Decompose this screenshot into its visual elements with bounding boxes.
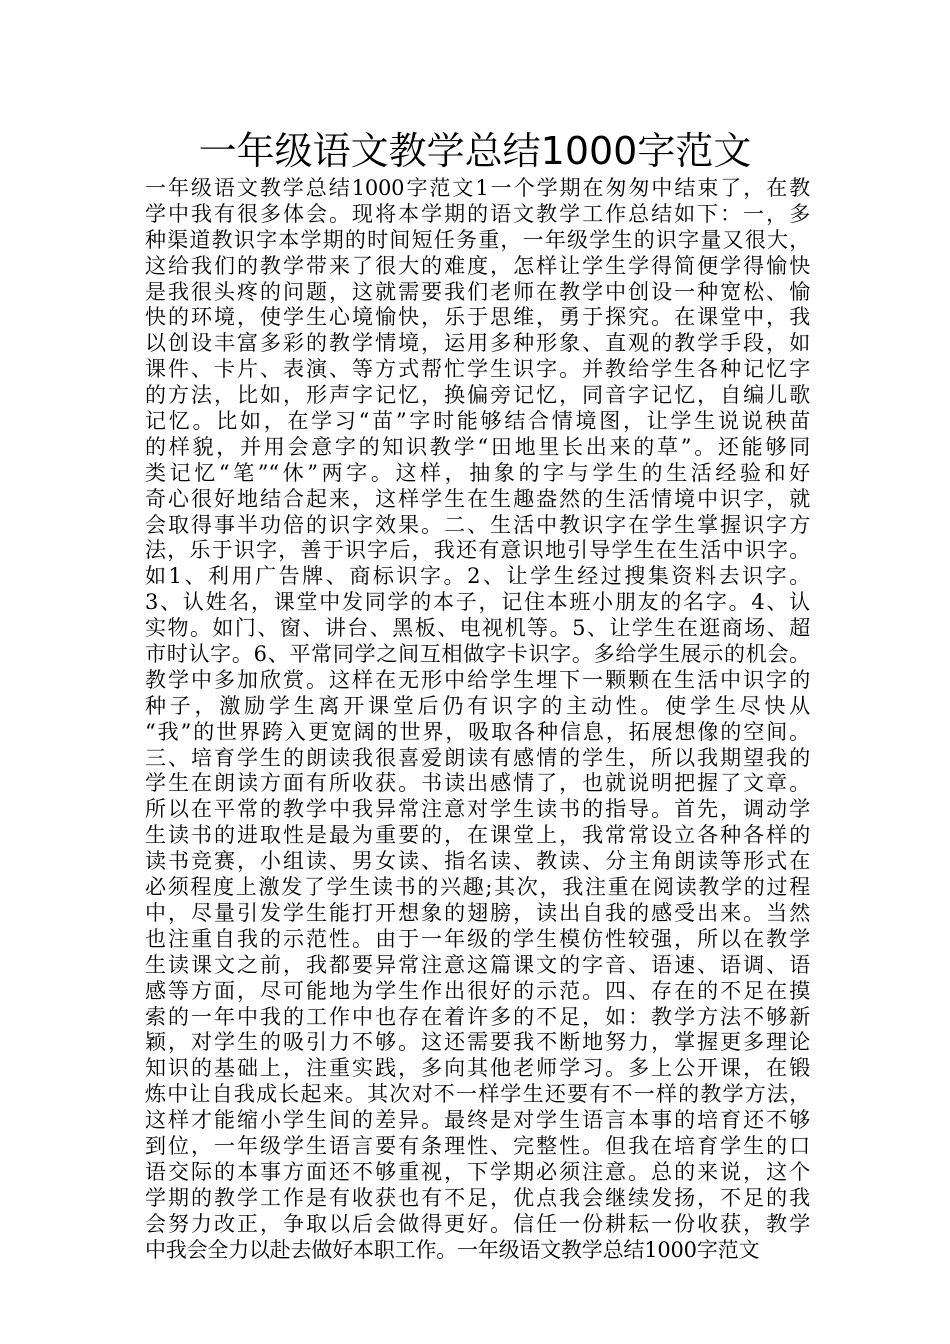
document-title: 一年级语文教学总结1000字范文 [198,129,752,173]
body-text-line: 如1、利用广告牌、商标识字。2、让学生经过搜集资料去识字。 [145,564,810,589]
body-text-line: 会取得事半功倍的识字效果。二、生活中教识字在学生掌握识字方 [145,512,810,537]
body-text-line: 的样貌，并用会意字的知识教学“田地里长出来的草”。还能够同 [145,434,810,459]
body-text-line: 种子，激励学生离开课堂后仍有识字的主动性。使学生尽快从 [145,693,810,718]
body-text-line: 学中我有很多体会。现将本学期的语文教学工作总结如下：一，多 [145,201,810,226]
body-text-line: 中，尽量引发学生能打开想象的翅膀，读出自我的感受出来。当然 [145,900,810,925]
body-text-line: 以创设丰富多彩的教学情境，运用多种形象、直观的教学手段，如 [145,331,810,356]
body-text-line: 中我会全力以赴去做好本职工作。一年级语文教学总结1000字范文 [145,1237,760,1262]
body-text-line: 课件、卡片、表演、等方式帮忙学生识字。并教给学生各种记忆字 [145,357,810,382]
body-text-line: 法，乐于识字，善于识字后，我还有意识地引导学生在生活中识字。 [145,538,810,563]
body-text-line: 生读书的进取性是最为重要的，在课堂上，我常常设立各种各样的 [145,823,810,848]
body-text-line: 记忆。比如，在学习“苗”字时能够结合情境图，让学生说说秧苗 [145,409,810,434]
body-text-line: 这给我们的教学带来了很大的难度，怎样让学生学得简便学得愉快 [145,253,810,278]
body-text-line: 颖，对学生的吸引力不够。这还需要我不断地努力，掌握更多理论 [145,1030,810,1055]
document-body [145,176,810,1263]
body-text-line: 学生在朗读方面有所收获。书读出感情了，也就说明把握了文章。 [145,771,810,796]
body-text-line: 3、认姓名，课堂中发同学的本子，记住本班小朋友的名字。4、认 [145,590,810,615]
body-text-line: 也注重自我的示范性。由于一年级的学生模仿性较强，所以在教学 [145,926,810,951]
body-text-line: 种渠道教识字本学期的时间短任务重，一年级学生的识字量又很大， [145,227,810,252]
body-text-line: 到位，一年级学生语言要有条理性、完整性。但我在培育学生的口 [145,1133,810,1158]
body-text-line: 索的一年中我的工作中也存在着许多的不足，如：教学方法不够新 [145,1004,810,1029]
body-text-line: 读书竞赛，小组读、男女读、指名读、教读、分主角朗读等形式在 [145,849,810,874]
body-text-line: 实物。如门、窗、讲台、黑板、电视机等。5、让学生在逛商场、超 [145,616,810,641]
body-text-line: 类记忆“笔”“休”两字。这样，抽象的字与学生的生活经验和好 [145,460,810,485]
body-text-line: “我”的世界跨入更宽阔的世界，吸取各种信息，拓展想像的空间。 [145,719,810,744]
body-text-line: 语交际的本事方面还不够重视，下学期必须注意。总的来说，这个 [145,1159,810,1184]
body-text-line: 快的环境，使学生心境愉快，乐于思维，勇于探究。在课堂中，我 [145,305,810,330]
body-text-line: 生读课文之前，我都要异常注意这篇课文的字音、语速、语调、语 [145,952,810,977]
body-text-line: 三、培育学生的朗读我很喜爱朗读有感情的学生，所以我期望我的 [145,745,810,770]
body-text-line: 炼中让自我成长起来。其次对不一样学生还要有不一样的教学方法， [145,1082,810,1107]
body-text-line: 市时认字。6、平常同学之间互相做字卡识字。多给学生展示的机会。 [145,642,810,667]
body-text-line: 必须程度上激发了学生读书的兴趣;其次，我注重在阅读教学的过程 [145,875,810,900]
body-text-line: 会努力改正，争取以后会做得更好。信任一份耕耘一份收获，教学 [145,1211,810,1236]
body-text-line: 一年级语文教学总结1000字范文1一个学期在匆匆中结束了，在教 [145,176,810,200]
body-text-line: 是我很头疼的问题，这就需要我们老师在教学中创设一种宽松、愉 [145,279,810,304]
body-text-line: 知识的基础上，注重实践，多向其他老师学习。多上公开课，在锻 [145,1056,810,1081]
body-text-line: 感等方面，尽可能地为学生作出很好的示范。四、存在的不足在摸 [145,978,810,1003]
body-text-line: 的方法，比如，形声字记忆，换偏旁记忆，同音字记忆，自编儿歌 [145,383,810,408]
body-text-line: 所以在平常的教学中我异常注意对学生读书的指导。首先，调动学 [145,797,810,822]
body-text-line: 奇心很好地结合起来，这样学生在生趣盎然的生活情境中识字，就 [145,486,810,511]
body-text-line: 教学中多加欣赏。这样在无形中给学生埋下一颗颗在生活中识字的 [145,667,810,692]
body-text-line: 这样才能缩小学生间的差异。最终是对学生语言本事的培育还不够 [145,1108,810,1133]
body-text-line: 学期的教学工作是有收获也有不足，优点我会继续发扬，不足的我 [145,1185,810,1210]
